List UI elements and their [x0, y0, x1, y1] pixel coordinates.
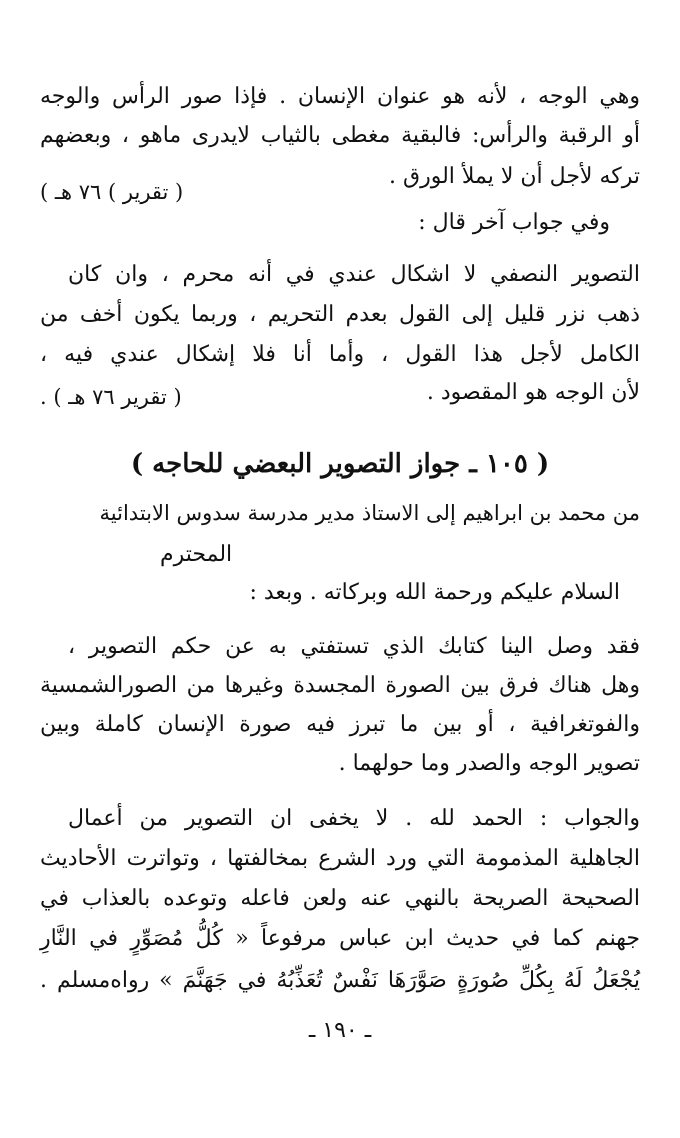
- paragraph2-line-2: ذهب نزر قليل إلى القول بعدم التحريم ، وربما يكون أخف من: [40, 302, 640, 327]
- paragraph2-reference: ( تقرير ٧٦ هـ ) .: [40, 385, 182, 409]
- answer-line-5: يُجْعَلُ لَهُ بِكُلِّ صُورَةٍ صَوَّرَهَا نَفْسٌ تُعَذِّبُهُ في جَهَنَّمَ » رواه‌مسلم .: [40, 968, 640, 993]
- question-line-1: فقد وصل الينا كتابك الذي تستفتي به عن حكم التصوير ،: [68, 634, 640, 659]
- paragraph1-line-3: تركه لأجل أن لا يملأ الورق .: [389, 164, 640, 189]
- paragraph1-line-2: أو الرقبة والرأس: فالبقية مغطى بالثياب لايدرى ماهو ، وبعضهم: [40, 123, 641, 148]
- paragraph1-reference: ( تقرير ) ٧٦ هـ ): [40, 180, 184, 204]
- question-line-3: والفوتغرافية ، أو بين ما تبرز فيه صورة الإنسان كاملة وبين: [40, 712, 640, 737]
- question-line-2: وهل هناك فرق بين الصورة المجسدة وغيرها من الصورالشمسية: [40, 673, 640, 698]
- answer-line-4: جهنم كما في حديث ابن عباس مرفوعاً « كُلُّ مُصَوِّرٍ في النَّارِ: [40, 926, 640, 951]
- answer-line-3: الصحيحة الصريحة بالنهي عنه ولعن فاعله وتوعده بالعذاب في: [40, 886, 640, 911]
- answer-line-2: الجاهلية المذمومة التي ورد الشرع بمخالفتها ، وتواترت الأحاديث: [40, 846, 640, 871]
- paragraph2-line-1: التصوير النصفي لا اشكال عندي في أنه محرم ، وان كان: [68, 262, 640, 287]
- letter-greeting: السلام عليكم ورحمة الله وبركاته . وبعد :: [249, 580, 620, 605]
- section-heading: ( ١٠٥ ـ جواز التصوير البعضي للحاجه ): [130, 449, 550, 479]
- book-page: [40, 60, 640, 1120]
- question-line-4: تصوير الوجه والصدر وما حولهما .: [338, 751, 640, 776]
- letter-honorific: المحترم: [160, 542, 233, 567]
- paragraph2-line-3: الكامل لأجل هذا القول ، وأما أنا فلا إشكال عندي فيه ،: [40, 342, 640, 367]
- intro-answer-2: وفي جواب آخر قال :: [418, 210, 610, 235]
- answer-line-1: والجواب : الحمد لله . لا يخفى ان التصوير من أعمال: [68, 806, 640, 831]
- page-number: ـ ١٩٠ ـ: [308, 1018, 372, 1043]
- letter-from-line: من محمد بن ابراهيم إلى الاستاذ مدير مدرسة سدوس الابتدائية: [99, 501, 640, 525]
- paragraph1-line-1: وهي الوجه ، لأنه هو عنوان الإنسان . فإذا صور الرأس والوجه: [40, 84, 640, 109]
- paragraph2-line-4: لأن الوجه هو المقصود .: [426, 380, 640, 405]
